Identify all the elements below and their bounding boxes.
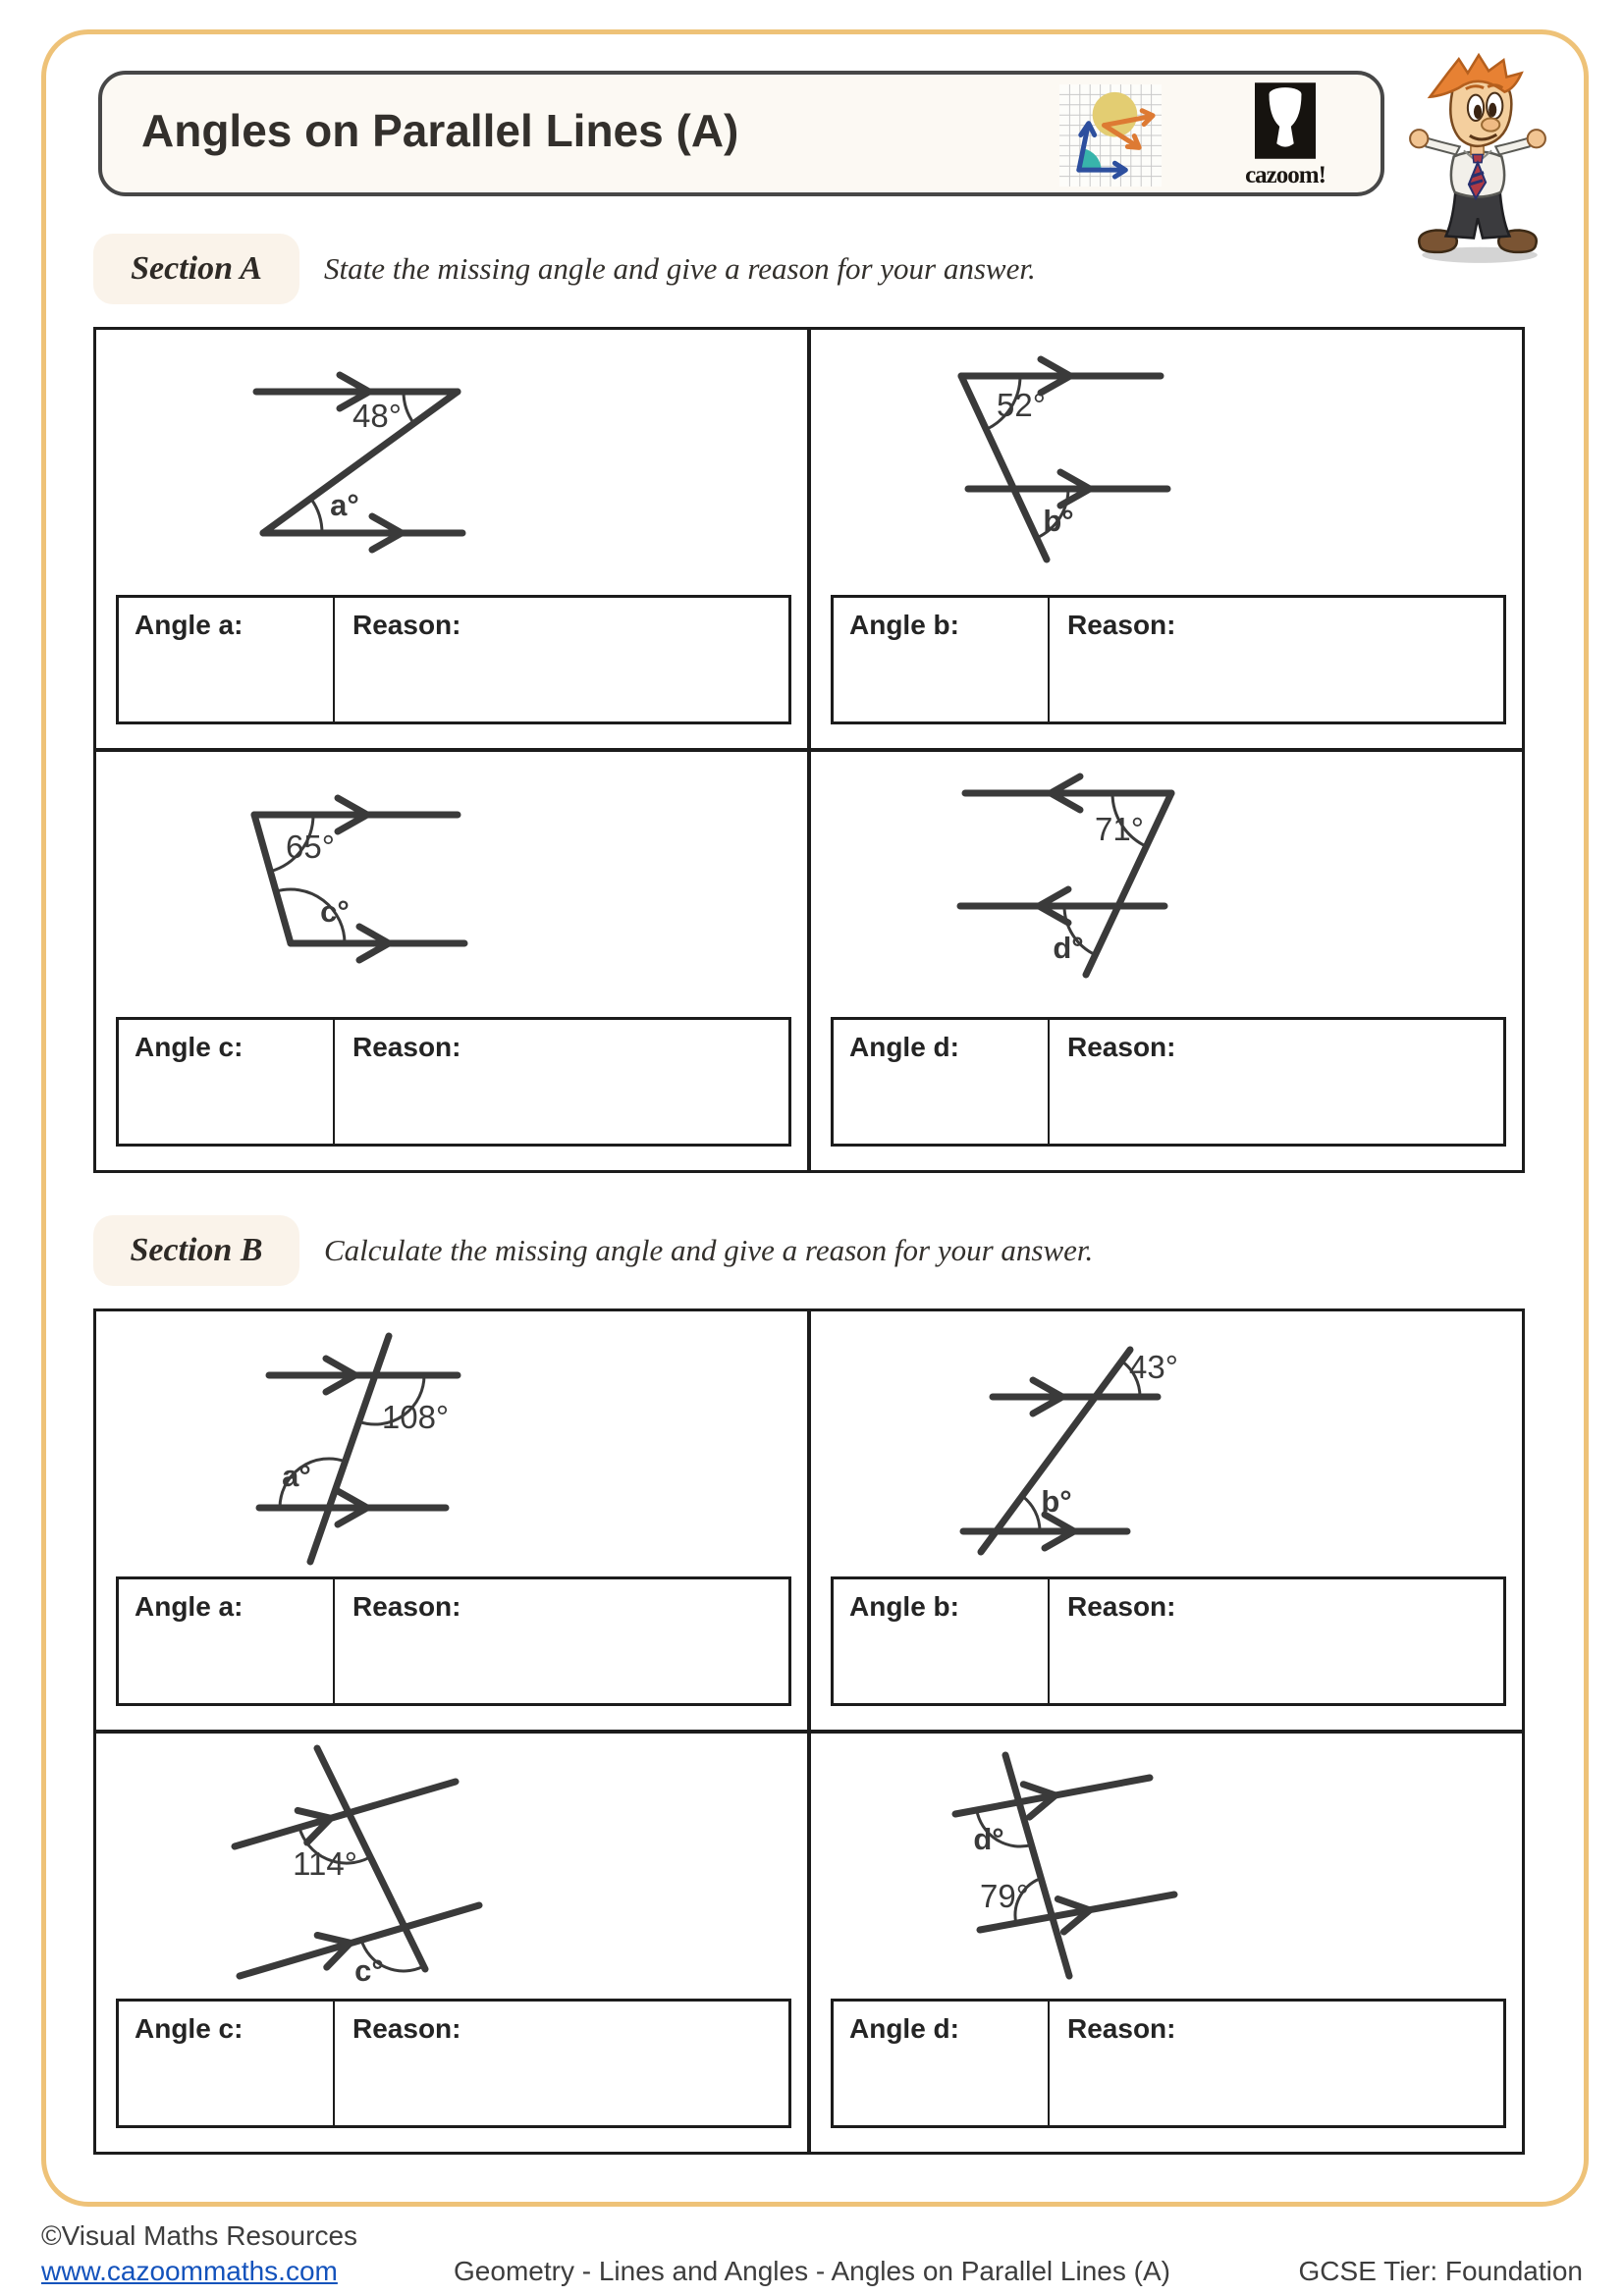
problem-a1 [96, 330, 807, 748]
answer-table-a2 [831, 595, 1506, 724]
problem-a4 [811, 752, 1522, 1170]
angle-answer-cell[interactable] [119, 598, 335, 721]
parallel-lines-diagram-b1 [96, 1311, 807, 1575]
angle-label: Angle d: [849, 1032, 959, 1062]
problem-b2 [811, 1311, 1522, 1730]
angle-answer-cell[interactable] [119, 1579, 335, 1703]
angle-answer-cell[interactable] [119, 2002, 335, 2125]
parallel-lines-diagram-a1 [96, 330, 807, 593]
worksheet-breadcrumb: Geometry - Lines and Angles - Angles on Parallel Lines (A) [454, 2256, 1170, 2286]
reason-answer-cell[interactable] [1050, 598, 1503, 721]
angle-answer-cell[interactable] [834, 598, 1050, 721]
worksheet-header [98, 71, 1384, 196]
answer-table-b1 [116, 1576, 791, 1706]
given-angle-label: 43° [1129, 1349, 1178, 1385]
problem-a3 [96, 752, 807, 1170]
parallel-lines-diagram-b2 [811, 1311, 1522, 1575]
answer-table-b3 [116, 1999, 791, 2128]
reason-answer-cell[interactable] [335, 1020, 788, 1144]
parallel-lines-diagram-a3 [96, 752, 807, 1015]
cazoom-logo [1231, 82, 1339, 192]
angle-label: Angle c: [135, 2013, 244, 2044]
unknown-angle-label: d° [973, 1822, 1004, 1856]
reason-label: Reason: [1067, 1032, 1176, 1062]
problem-b3 [96, 1734, 807, 2152]
reason-answer-cell[interactable] [1050, 1020, 1503, 1144]
page-title: Angles on Parallel Lines (A) [141, 105, 739, 156]
angle-label: Angle c: [135, 1032, 244, 1062]
reason-label: Reason: [352, 1591, 461, 1622]
answer-table-b4 [831, 1999, 1506, 2128]
unknown-angle-label: b° [1041, 1484, 1072, 1519]
reason-answer-cell[interactable] [1050, 2002, 1503, 2125]
section-b-label [93, 1215, 299, 1286]
section-a-instruction: State the missing angle and give a reason for your answer. [324, 251, 1036, 286]
angle-label: Angle b: [849, 1591, 959, 1622]
answer-table-a1 [116, 595, 791, 724]
unknown-angle-label: a° [330, 488, 359, 522]
reason-label: Reason: [1067, 2013, 1176, 2044]
unknown-angle-label: c° [354, 1953, 384, 1988]
section-a-label [93, 234, 299, 304]
problem-b4 [811, 1734, 1522, 2152]
mascot-character [1402, 51, 1551, 265]
unknown-angle-label: c° [320, 894, 350, 929]
answer-table-a3 [116, 1017, 791, 1147]
answer-table-b2 [831, 1576, 1506, 1706]
reason-answer-cell[interactable] [335, 2002, 788, 2125]
angle-answer-cell[interactable] [834, 2002, 1050, 2125]
reason-label: Reason: [1067, 610, 1176, 640]
reason-label: Reason: [1067, 1591, 1176, 1622]
cazoom-wordmark: cazoom! [1245, 162, 1326, 188]
parallel-lines-diagram-b3 [96, 1734, 807, 1997]
given-angle-label: 52° [997, 387, 1046, 423]
problem-b1 [96, 1311, 807, 1730]
given-angle-label: 65° [286, 828, 335, 865]
given-angle-label: 79° [980, 1878, 1029, 1914]
cazoom-vase-icon [1255, 82, 1316, 159]
reason-answer-cell[interactable] [1050, 1579, 1503, 1703]
unknown-angle-label: d° [1053, 931, 1084, 965]
unknown-angle-label: a° [282, 1459, 311, 1493]
parallel-lines-diagram-a2 [811, 330, 1522, 593]
section-b-label-text: Section B [130, 1232, 263, 1268]
answer-table-a4 [831, 1017, 1506, 1147]
section-b-problem-grid [93, 1308, 1525, 2155]
gcse-tier-label: GCSE Tier: Foundation [1298, 2256, 1583, 2286]
angle-label: Angle b: [849, 610, 959, 640]
graph-chart-icon [1059, 84, 1162, 187]
section-a-problem-grid [93, 327, 1525, 1173]
parallel-lines-diagram-a4 [811, 752, 1522, 1015]
parallel-lines-diagram-b4 [811, 1734, 1522, 1997]
angle-answer-cell[interactable] [834, 1579, 1050, 1703]
section-b-instruction: Calculate the missing angle and give a reason for your answer. [324, 1233, 1094, 1267]
reason-label: Reason: [352, 2013, 461, 2044]
given-angle-label: 108° [381, 1399, 450, 1435]
section-a-label-text: Section A [131, 250, 262, 287]
reason-answer-cell[interactable] [335, 1579, 788, 1703]
given-angle-label: 71° [1095, 811, 1144, 847]
angle-label: Angle a: [135, 610, 244, 640]
problem-a2 [811, 330, 1522, 748]
given-angle-label: 48° [352, 398, 402, 434]
reason-label: Reason: [352, 610, 461, 640]
angle-answer-cell[interactable] [834, 1020, 1050, 1144]
reason-label: Reason: [352, 1032, 461, 1062]
copyright-text: ©Visual Maths Resources [41, 2220, 358, 2251]
angle-answer-cell[interactable] [119, 1020, 335, 1144]
angle-label: Angle d: [849, 2013, 959, 2044]
angle-label: Angle a: [135, 1591, 244, 1622]
given-angle-label: 114° [293, 1845, 357, 1882]
website-link[interactable]: www.cazoommaths.com [41, 2256, 338, 2286]
reason-answer-cell[interactable] [335, 598, 788, 721]
unknown-angle-label: b° [1043, 504, 1074, 538]
